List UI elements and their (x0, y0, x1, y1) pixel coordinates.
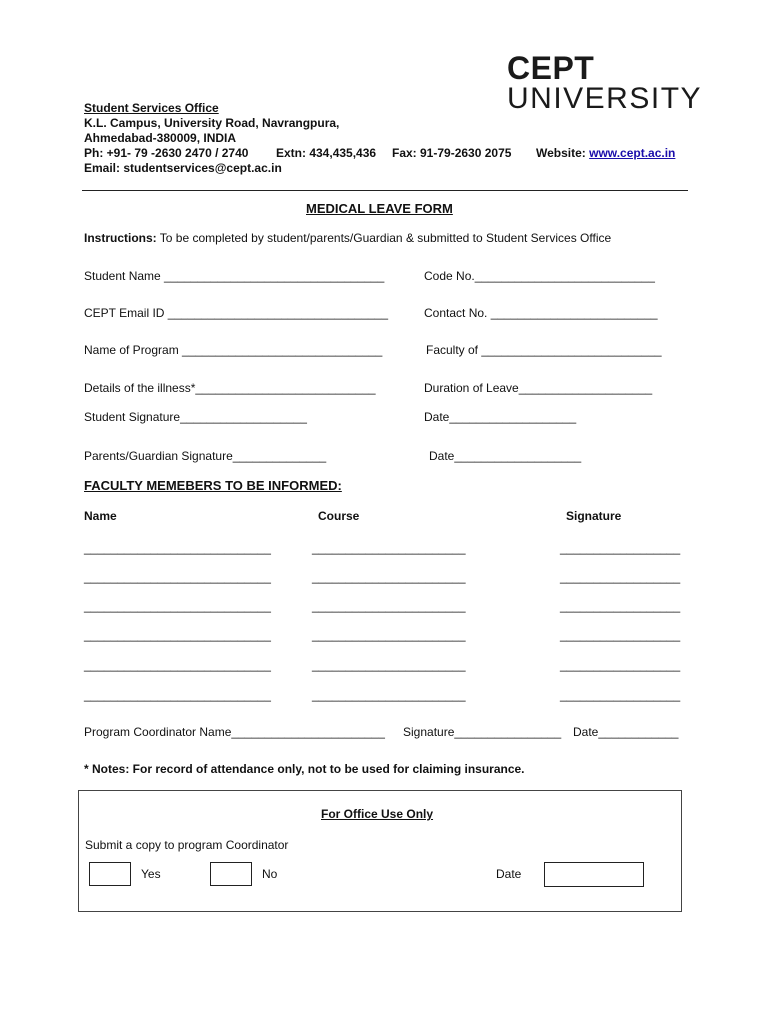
date-field-2[interactable]: Date___________________ (429, 449, 582, 463)
email-id-field[interactable]: CEPT Email ID _________________________________ (84, 306, 389, 320)
code-no-field[interactable]: Code No.___________________________ (424, 269, 655, 283)
form-title: MEDICAL LEAVE FORM (306, 201, 453, 216)
faculty-course-blank[interactable]: _______________________ (312, 628, 466, 642)
faculty-course-blank[interactable]: _______________________ (312, 541, 466, 555)
email: Email: studentservices@cept.ac.in (84, 161, 282, 175)
col-signature-header: Signature (566, 509, 622, 523)
illness-field[interactable]: Details of the illness*___________________________ (84, 381, 376, 395)
faculty-name-blank[interactable]: ____________________________ (84, 599, 271, 613)
faculty-course-blank[interactable]: _______________________ (312, 599, 466, 613)
note-text: * Notes: For record of attendance only, not to be used for claiming insurance. (84, 762, 525, 776)
instructions-text: To be completed by student/parents/Guardian & submitted to Student Services Office (156, 231, 612, 245)
coordinator-signature-field[interactable]: Signature________________ (403, 725, 562, 739)
date-field-1[interactable]: Date___________________ (424, 410, 577, 424)
col-name-header: Name (84, 509, 117, 523)
coordinator-name-field[interactable]: Program Coordinator Name_______________________ (84, 725, 385, 739)
student-signature-field[interactable]: Student Signature___________________ (84, 410, 307, 424)
faculty-signature-blank[interactable]: __________________ (560, 541, 681, 555)
logo-university: UNIVERSITY (507, 82, 703, 115)
website (536, 146, 675, 160)
program-field[interactable]: Name of Program ______________________________ (84, 343, 383, 357)
fax: Fax: 91-79-2630 2075 (392, 146, 512, 160)
yes-checkbox[interactable] (89, 862, 131, 886)
header-divider (82, 190, 688, 191)
yes-label: Yes (141, 867, 161, 881)
office-date-label: Date (496, 867, 522, 881)
no-label: No (262, 867, 278, 881)
faculty-name-blank[interactable]: ____________________________ (84, 628, 271, 642)
faculty-course-blank[interactable]: _______________________ (312, 658, 466, 672)
submit-copy-text: Submit a copy to program Coordinator (85, 838, 289, 852)
faculty-field[interactable]: Faculty of ___________________________ (426, 343, 662, 357)
col-course-header: Course (318, 509, 360, 523)
logo-cept: CEPT (507, 50, 595, 86)
phone: Ph: +91- 79 -2630 2470 / 2740 (84, 146, 249, 160)
instructions-label: Instructions: (84, 231, 157, 245)
office-use-box (78, 790, 682, 912)
no-checkbox[interactable] (210, 862, 252, 886)
faculty-course-blank[interactable]: _______________________ (312, 688, 466, 702)
faculty-name-blank[interactable]: ____________________________ (84, 688, 271, 702)
faculty-heading: FACULTY MEMEBERS TO BE INFORMED: (84, 478, 342, 493)
contact-no-field[interactable]: Contact No. _________________________ (424, 306, 658, 320)
website-label: Website: (536, 146, 586, 160)
website-link[interactable]: www.cept.ac.in (589, 146, 676, 160)
student-name-field[interactable]: Student Name _________________________________ (84, 269, 385, 283)
address-line-2: Ahmedabad-380009, INDIA (84, 131, 237, 145)
faculty-signature-blank[interactable]: __________________ (560, 570, 681, 584)
coordinator-date-field[interactable]: Date____________ (573, 725, 679, 739)
duration-field[interactable]: Duration of Leave____________________ (424, 381, 653, 395)
faculty-course-blank[interactable]: _______________________ (312, 570, 466, 584)
faculty-name-blank[interactable]: ____________________________ (84, 541, 271, 555)
faculty-signature-blank[interactable]: __________________ (560, 658, 681, 672)
faculty-name-blank[interactable]: ____________________________ (84, 658, 271, 672)
address-line-1: K.L. Campus, University Road, Navrangpura, (84, 116, 340, 130)
office-date-input[interactable] (544, 862, 644, 887)
faculty-signature-blank[interactable]: __________________ (560, 599, 681, 613)
office-name: Student Services Office (84, 101, 219, 115)
extension: Extn: 434,435,436 (276, 146, 377, 160)
faculty-signature-blank[interactable]: __________________ (560, 628, 681, 642)
faculty-name-blank[interactable]: ____________________________ (84, 570, 271, 584)
guardian-signature-field[interactable]: Parents/Guardian Signature______________ (84, 449, 327, 463)
instructions (84, 231, 611, 245)
office-use-title: For Office Use Only (321, 807, 434, 821)
faculty-signature-blank[interactable]: __________________ (560, 688, 681, 702)
